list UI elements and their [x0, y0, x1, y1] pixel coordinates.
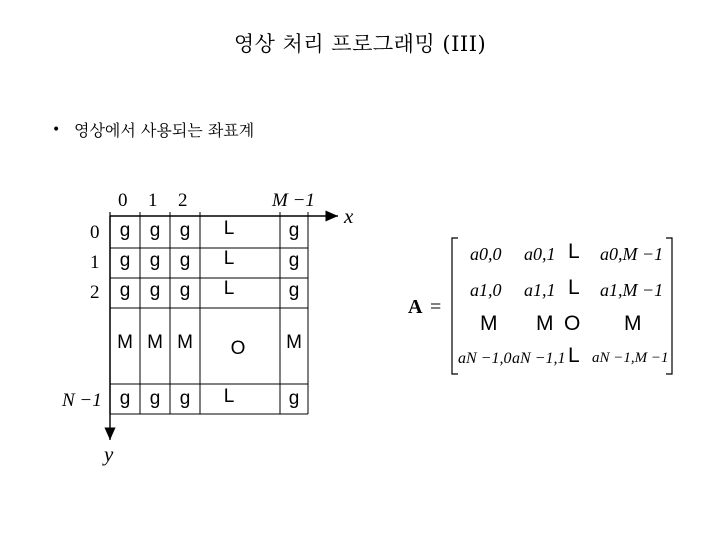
matrix-vdots: M	[624, 312, 642, 335]
grid-cell: g	[288, 250, 300, 271]
matrix-entry	[512, 350, 565, 368]
grid-cell: g	[119, 220, 131, 241]
grid-vdots: M	[177, 332, 193, 353]
column-label: 0	[118, 190, 128, 211]
matrix-vdots: M	[480, 312, 498, 335]
matrix-entry	[600, 280, 663, 301]
page-title: 영상 처리 프로그래밍 (III)	[233, 32, 487, 56]
grid-cell: g	[119, 388, 131, 409]
grid-hdots: L	[223, 218, 235, 239]
matrix-entry	[524, 244, 556, 265]
matrix-vdots: M	[536, 312, 554, 335]
grid-vdots: M	[117, 332, 133, 353]
grid-cell: g	[288, 220, 300, 241]
y-axis-label: y	[104, 442, 114, 466]
matrix-entry	[470, 244, 502, 265]
row-label: 1	[90, 252, 100, 273]
matrix-hdots: L	[568, 240, 580, 263]
matrix-ddots: O	[564, 312, 581, 335]
matrix-entry-text: a0,0	[470, 244, 502, 264]
matrix-entry	[524, 280, 556, 301]
grid-cell: g	[288, 280, 300, 301]
matrix-entry	[470, 280, 502, 301]
grid-ddots: O	[230, 338, 246, 359]
matrix-entry-text: aN −1,M −1	[592, 350, 669, 366]
grid-cell: g	[288, 388, 300, 409]
matrix-entry	[458, 350, 511, 368]
row-label: 2	[90, 282, 100, 303]
grid-hdots: L	[223, 278, 235, 299]
grid-vdots: M	[286, 332, 302, 353]
column-label-last: M −1	[272, 190, 315, 211]
matrix-entry-text: a1,M −1	[600, 280, 664, 300]
row-label: 0	[90, 222, 100, 243]
grid-cell: g	[149, 280, 161, 301]
grid-cell: g	[179, 388, 191, 409]
grid-cell: g	[119, 250, 131, 271]
grid-vdots: M	[147, 332, 163, 353]
matrix-lhs: A	[408, 296, 423, 318]
grid-cell: g	[179, 280, 191, 301]
grid-cell: g	[149, 250, 161, 271]
x-axis-label: x	[344, 204, 354, 228]
matrix-entry-text: a1,1	[524, 280, 556, 300]
matrix-hdots: L	[568, 276, 580, 299]
grid-cell: g	[149, 220, 161, 241]
column-label: 1	[148, 190, 158, 211]
grid-cell: g	[149, 388, 161, 409]
grid-cell: g	[179, 250, 191, 271]
matrix-hdots: L	[568, 344, 580, 367]
matrix-entry	[600, 244, 663, 265]
grid-cell: g	[119, 280, 131, 301]
bullet-text: 영상에서 사용되는 좌표계	[74, 121, 255, 140]
matrix-equals: =	[430, 296, 442, 318]
matrix-entry-text: aN −1,0	[458, 350, 512, 367]
grid-hdots: L	[223, 386, 235, 407]
grid-cell: g	[179, 220, 191, 241]
grid-hdots: L	[223, 248, 235, 269]
matrix-entry-text: aN −1,1	[512, 350, 566, 367]
bullet-marker: •	[52, 121, 61, 138]
matrix-entry	[592, 350, 669, 367]
matrix-entry-text: a1,0	[470, 280, 502, 300]
row-label-last: N −1	[62, 390, 102, 411]
matrix-entry-text: a0,1	[524, 244, 556, 264]
matrix-entry-text: a0,M −1	[600, 244, 664, 264]
column-label: 2	[178, 190, 188, 211]
